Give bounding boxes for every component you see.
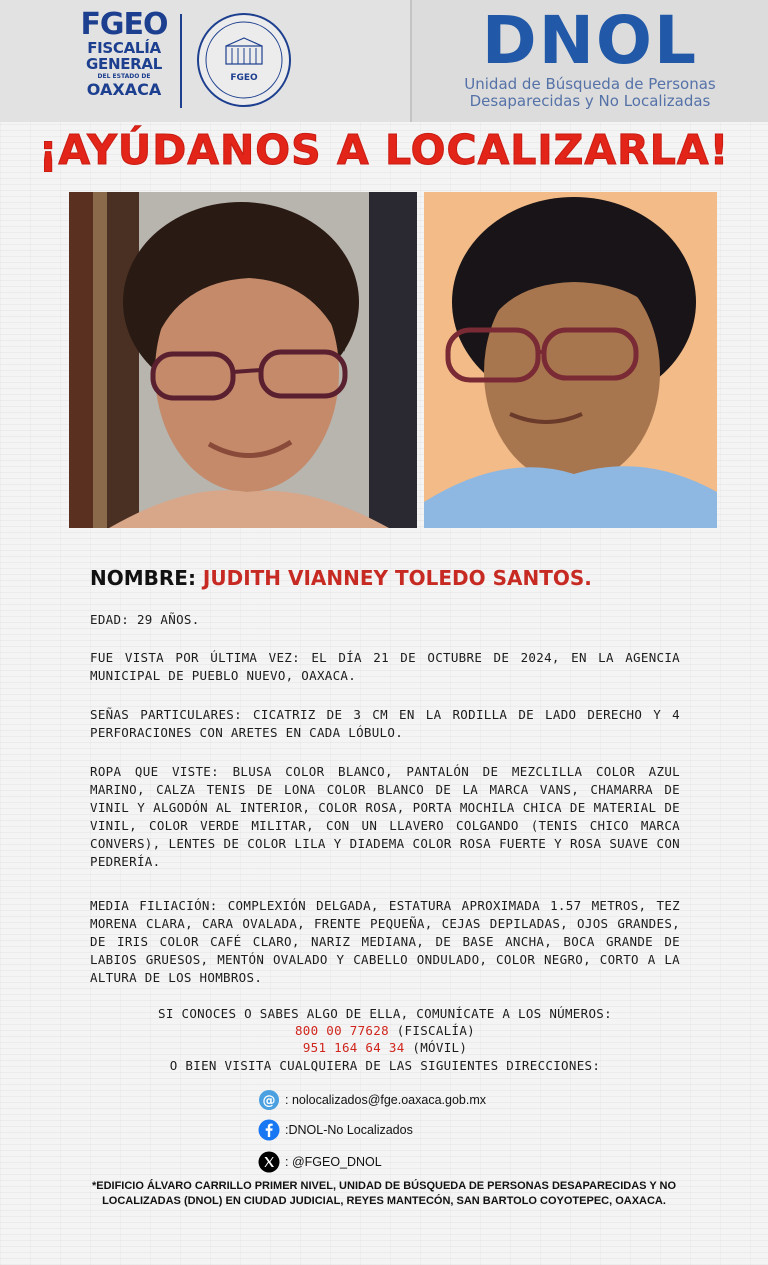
person-name — [90, 566, 730, 590]
fgeo-header-panel — [0, 0, 412, 122]
dnol-subtitle-line-2: Desaparecidas y No Localizadas — [469, 92, 711, 110]
facebook-text: :DNOL-No Localizados — [285, 1123, 413, 1137]
dnol-logo — [440, 2, 740, 110]
photo-2 — [424, 192, 717, 528]
visit-text: O BIEN VISITA CUALQUIERA DE LAS SIGUIENTES DIRECCIONES: — [169, 1058, 601, 1073]
address-footnote: *EDIFICIO ÁLVARO CARRILLO PRIMER NIVEL, UNIDAD DE BÚSQUEDA DE PERSONAS DESAPARECIDAS Y NO LOCALIZADAS (DNOL) EN CIUDAD JUDICIAL, REYES MANTECÓN, SAN BARTOLO COYOTEPEC, OAXACA. — [91, 1180, 677, 1207]
fgeo-logo — [78, 7, 170, 99]
name-label: NOMBRE: — [90, 566, 196, 590]
svg-text:@: @ — [262, 1093, 276, 1109]
headline: ¡AYÚDANOS A LOCALIZARLA! — [38, 126, 730, 174]
fiscalia-line-3: DEL ESTADO DE — [97, 73, 151, 80]
fgeo-logo-text: FGEO — [80, 7, 168, 42]
x-logo-icon — [258, 1151, 280, 1173]
email-text: : nolocalizados@fge.oaxaca.gob.mx — [285, 1093, 487, 1107]
state-seal-icon — [196, 12, 292, 108]
physical-description-text: MEDIA FILIACIÓN: COMPLEXIÓN DELGADA, ESTATURA APROXIMADA 1.57 METROS, TEZ MORENA CLARA, CARA OVALADA, FRENTE PEQUEÑA, CEJAS DEPILADAS, OJOS GRANDES, DE IRIS COLOR CAFÉ CLARO, NARIZ MEDIANA, DE BASE ANCHA, BOCA GRANDE DE LABIOS GRUESOS, MENTÓN OVALADO Y CABELLO ONDULADO, COLOR NEGRO, CORTO A LA ALTURA DE LOS HOMBROS. — [90, 898, 680, 985]
last-seen-text: FUE VISTA POR ÚLTIMA VEZ: EL DÍA 21 DE OCTUBRE DE 2024, EN LA AGENCIA MUNICIPAL DE PUEBLO NUEVO, OAXACA. — [90, 650, 680, 683]
facebook-icon — [258, 1119, 280, 1141]
person-photo-icon — [424, 192, 717, 528]
fiscalia-line-2: GENERAL — [86, 55, 162, 73]
distinguishing-marks-text: SEÑAS PARTICULARES: CICATRIZ DE 3 CM EN LA RODILLA DE LADO DERECHO Y 4 PERFORACIONES CON ARETES EN CADA LÓBULO. — [90, 707, 680, 740]
email-contact[interactable] — [258, 1089, 486, 1111]
age-text: EDAD: 29 AÑOS. — [90, 612, 200, 627]
x-text: : @FGEO_DNOL — [285, 1155, 382, 1169]
phone-number-fiscalia[interactable]: 800 00 77628 — [294, 1023, 389, 1038]
phone-label-fiscalia: (FISCALÍA) — [388, 1023, 475, 1038]
phone-line-2 — [40, 1039, 730, 1056]
facebook-contact[interactable] — [258, 1119, 413, 1141]
photo-1 — [69, 192, 417, 528]
x-contact[interactable] — [258, 1151, 382, 1173]
header-bar — [0, 0, 768, 122]
name-value: JUDITH VIANNEY TOLEDO SANTOS. — [202, 566, 592, 590]
phone-line-1 — [40, 1022, 730, 1039]
fiscalia-line-4: OAXACA — [86, 80, 162, 99]
phone-label-movil: (MÓVIL) — [404, 1040, 468, 1055]
phone-number-movil[interactable]: 951 164 64 34 — [302, 1040, 405, 1055]
fiscalia-line-1: FISCALÍA — [87, 39, 161, 57]
dnol-title: DNOL — [481, 2, 699, 79]
header-divider — [180, 14, 182, 108]
contact-intro: SI CONOCES O SABES ALGO DE ELLA, COMUNÍCATE A LOS NÚMEROS: — [158, 1006, 612, 1021]
seal-text: FGEO — [230, 73, 258, 83]
dnol-subtitle-line-1: Unidad de Búsqueda de Personas — [464, 75, 716, 93]
clothing-text: ROPA QUE VISTE: BLUSA COLOR BLANCO, PANTALÓN DE MEZCLILLA COLOR AZUL MARINO, CALZA TENIS DE LONA COLOR BLANCO DE LA MARCA VANS, CHAMARRA DE VINIL Y ALGODÓN AL INTERIOR, COLOR ROSA, PORTA MOCHILA CHICA DE MATERIAL DE VINIL, COLOR VERDE MILITAR, CON UN LLAVERO COLGANDO (TENIS CHICO MARCA CONVERS), LENTES DE COLOR LILA Y DIADEMA COLOR ROSA FUERTE Y ROSA SUAVE CON PEDRERÍA. — [90, 764, 680, 869]
person-photo-icon — [69, 192, 417, 528]
email-icon — [258, 1089, 280, 1111]
